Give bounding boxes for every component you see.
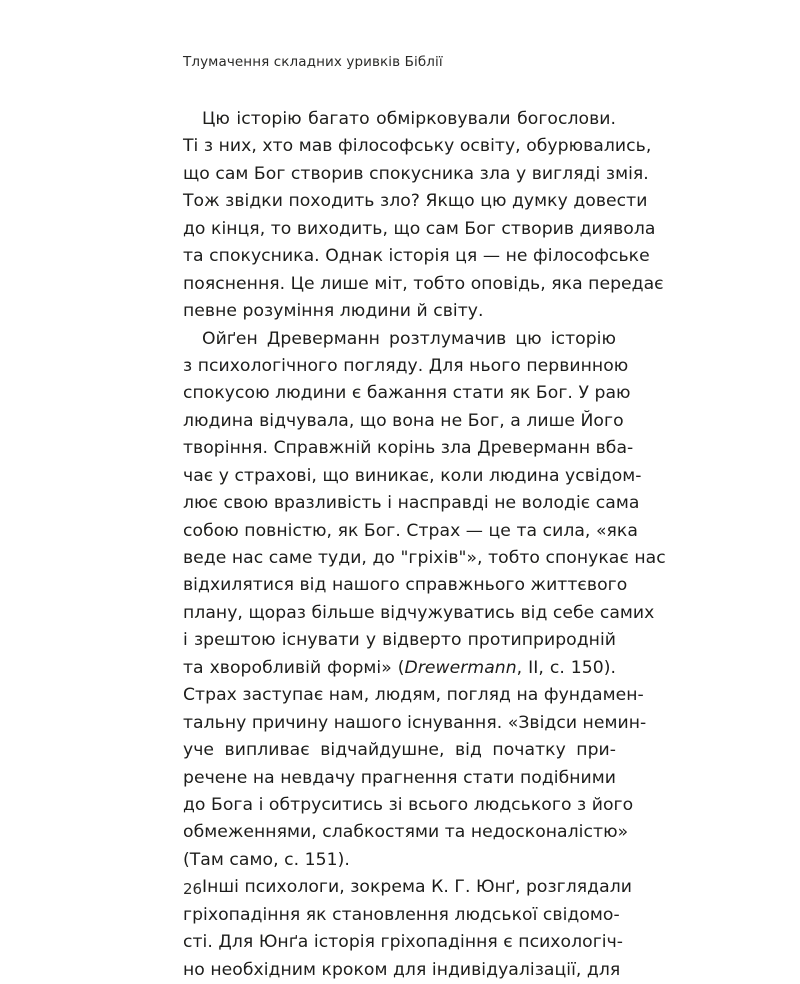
citation-text: та хворобливій формі» ( [183,657,405,678]
citation-author: Drewermann [404,657,517,678]
text-line: тальну причину нашого існування. «Звідси немин- [183,712,647,733]
text-line: обмеженнями, слабкостями та недосконалістю» [183,822,629,843]
text-line: Тож звідки походить зло? Якщо цю думку довести [183,191,648,212]
text-line: Ойґен Древерманн розтлумачив цю історію [202,328,616,349]
text-line: Ті з них, хто мав філософську освіту, обурювались, [183,136,652,157]
text-line: Інші психологи, зокрема К. Г. Юнґ, розглядали [202,877,632,898]
running-header: Тлумачення складних уривків Біблії [183,54,443,70]
text-line: певне розуміння людини й світу. [183,301,484,322]
text-line: що сам Бог створив спокусника зла у вигляді змія. [183,163,649,184]
text-line: спокусою людини є бажання стати як Бог. У раю [183,383,631,404]
text-line: плану, щораз більше відчужуватись від себе самих [183,602,655,623]
citation-line [183,655,616,682]
text-line: Страх заступає нам, людям, погляд на фундамен- [183,685,644,706]
text-line: (Там само, с. 151). [183,849,350,870]
text-line: людина відчувала, що вона не Бог, а лише Його [183,410,624,431]
text-line: чає у страхові, що виникає, коли людина усвідом- [183,465,642,486]
text-line: но необхідним кроком для індивідуалізації, для [183,959,621,980]
text-line: відхилятися від нашого справжнього життєвого [183,575,628,596]
body-text [183,106,666,984]
text-line: гріхопадіння як становлення людської свідомо- [183,904,620,925]
text-line: творіння. Справжній корінь зла Древерманн вба- [183,438,634,459]
text-line: до кінця, то виходить, що сам Бог створив диявола [183,218,656,239]
text-line: та спокусника. Однак історія ця — не філософське [183,246,650,267]
page-number: 26 [183,880,203,898]
text-line: з психологічного погляду. Для нього первинною [183,355,629,376]
text-line: пояснення. Це лише міт, тобто оповідь, яка передає [183,273,664,294]
text-line: сті. Для Юнґа історія гріхопадіння є психологіч- [183,932,624,953]
text-line: речене на невдачу прагнення стати подібними [183,767,617,788]
text-line: і зрештою існувати у відверто протиприродній [183,630,616,651]
citation-ref: , ІІ, с. 150). [516,657,616,678]
text-line: собою повністю, як Бог. Страх — це та сила, «яка [183,520,638,541]
text-line: уче випливає відчайдушне, від початку при- [183,740,616,761]
text-line: лює свою вразливість і насправді не володіє сама [183,493,640,514]
text-line: до Бога і обтруситись зі всього людського з його [183,794,634,815]
text-line: Цю історію багато обмірковували богослови. [202,109,616,129]
text-line: веде нас саме туди, до "гріхів"», тобто спонукає нас [183,548,666,568]
